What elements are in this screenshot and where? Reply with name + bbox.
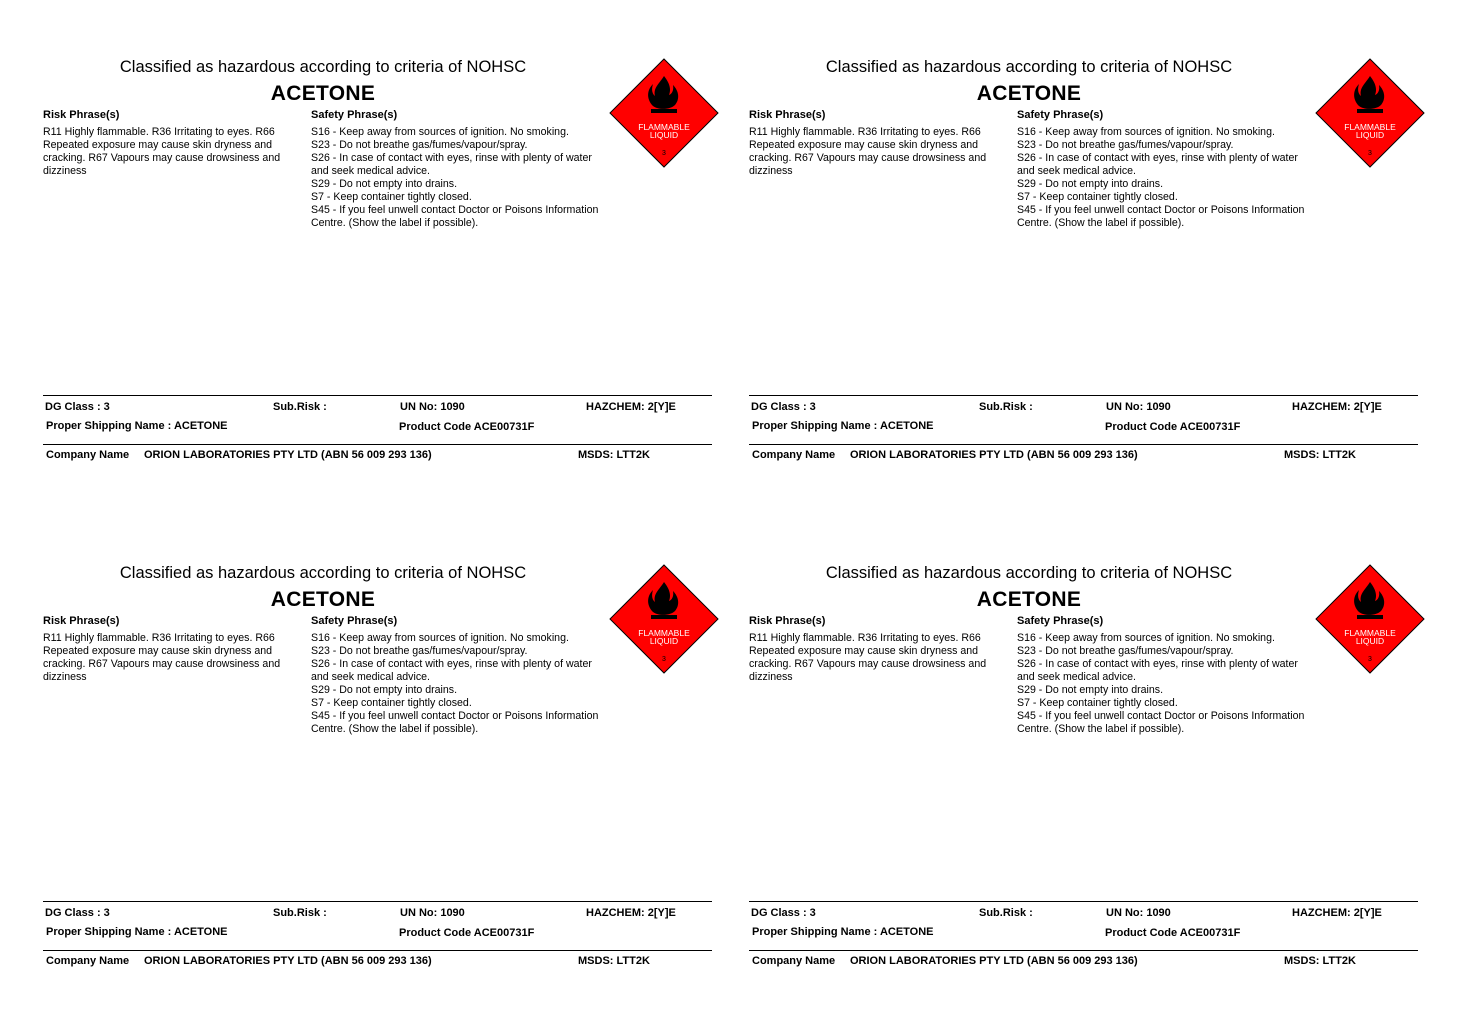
classification-statement: Classified as hazardous according to criteria of NOHSC bbox=[119, 564, 527, 582]
product-code: Product Code ACE00731F bbox=[1105, 927, 1241, 939]
product-title: ACETONE bbox=[976, 82, 1082, 105]
placard-text-line1: FLAMMABLE bbox=[1344, 628, 1396, 638]
divider-rule bbox=[43, 950, 712, 951]
product-code: Product Code ACE00731F bbox=[399, 927, 535, 939]
msds-code: MSDS: LTT2K bbox=[578, 449, 650, 461]
hazard-label-top-right bbox=[749, 8, 1439, 468]
divider-rule bbox=[749, 901, 1418, 902]
hazard-label-bottom-right bbox=[749, 514, 1439, 974]
placard-class-number: 3 bbox=[1368, 150, 1372, 157]
sub-risk: Sub.Risk : bbox=[979, 401, 1033, 413]
msds-code: MSDS: LTT2K bbox=[1284, 449, 1356, 461]
safety-phrase: S45 - If you feel unwell contact Doctor or Poisons Information Centre. (Show the label if possible). bbox=[1017, 710, 1305, 735]
risk-phrases-heading: Risk Phrase(s) bbox=[43, 615, 120, 627]
safety-phrase: S23 - Do not breathe gas/fumes/vapour/spray. bbox=[311, 645, 528, 657]
dg-class: DG Class : 3 bbox=[45, 401, 110, 413]
msds-code: MSDS: LTT2K bbox=[578, 955, 650, 967]
safety-phrase: S16 - Keep away from sources of ignition. No smoking. bbox=[1017, 632, 1275, 644]
safety-phrases-list bbox=[1017, 126, 1307, 230]
safety-phrase: S23 - Do not breathe gas/fumes/vapour/spray. bbox=[311, 139, 528, 151]
safety-phrase: S7 - Keep container tightly closed. bbox=[1017, 191, 1178, 203]
safety-phrase: S29 - Do not empty into drains. bbox=[311, 684, 458, 696]
product-code: Product Code ACE00731F bbox=[1105, 421, 1241, 433]
sub-risk: Sub.Risk : bbox=[979, 907, 1033, 919]
placard-text-line2: LIQUID bbox=[1355, 130, 1385, 140]
divider-rule bbox=[749, 444, 1418, 445]
company-name: ORION LABORATORIES PTY LTD (ABN 56 009 293 136) bbox=[850, 955, 1138, 967]
hazchem-code: HAZCHEM: 2[Y]E bbox=[586, 401, 676, 413]
safety-phrase: S45 - If you feel unwell contact Doctor or Poisons Information Centre. (Show the label if possible). bbox=[1017, 204, 1305, 229]
safety-phrases-list bbox=[311, 632, 601, 736]
placard-text-line1: FLAMMABLE bbox=[638, 628, 690, 638]
proper-shipping-name: Proper Shipping Name : ACETONE bbox=[752, 420, 934, 432]
safety-phrase: S45 - If you feel unwell contact Doctor or Poisons Information Centre. (Show the label if possible). bbox=[311, 204, 599, 229]
safety-phrases-list bbox=[311, 126, 601, 230]
risk-phrases-text: R11 Highly flammable. R36 Irritating to eyes. R66 Repeated exposure may cause skin dryness and cracking. R67 Vapours may cause drowsiness and dizziness bbox=[749, 126, 987, 177]
safety-phrase: S29 - Do not empty into drains. bbox=[1017, 178, 1164, 190]
un-number: UN No: 1090 bbox=[400, 401, 465, 413]
risk-phrases-text: R11 Highly flammable. R36 Irritating to eyes. R66 Repeated exposure may cause skin dryness and cracking. R67 Vapours may cause drowsiness and dizziness bbox=[749, 632, 987, 683]
placard-class-number: 3 bbox=[662, 150, 666, 157]
safety-phrases-heading: Safety Phrase(s) bbox=[311, 109, 398, 121]
safety-phrase: S29 - Do not empty into drains. bbox=[311, 178, 458, 190]
safety-phrases-heading: Safety Phrase(s) bbox=[1017, 109, 1104, 121]
placard-text-line2: LIQUID bbox=[1355, 636, 1385, 646]
divider-rule bbox=[749, 950, 1418, 951]
hazchem-code: HAZCHEM: 2[Y]E bbox=[586, 907, 676, 919]
hazchem-code: HAZCHEM: 2[Y]E bbox=[1292, 401, 1382, 413]
company-name-label: Company Name bbox=[752, 955, 836, 967]
company-name-label: Company Name bbox=[752, 449, 836, 461]
hazchem-code: HAZCHEM: 2[Y]E bbox=[1292, 907, 1382, 919]
placard-class-number: 3 bbox=[662, 656, 666, 663]
safety-phrase: S26 - In case of contact with eyes, rinse with plenty of water and seek medical advice. bbox=[1017, 152, 1298, 177]
company-name: ORION LABORATORIES PTY LTD (ABN 56 009 293 136) bbox=[144, 955, 432, 967]
safety-phrase: S26 - In case of contact with eyes, rinse with plenty of water and seek medical advice. bbox=[311, 658, 592, 683]
company-name: ORION LABORATORIES PTY LTD (ABN 56 009 293 136) bbox=[144, 449, 432, 461]
classification-statement: Classified as hazardous according to criteria of NOHSC bbox=[825, 564, 1233, 582]
company-name-label: Company Name bbox=[46, 955, 130, 967]
divider-rule bbox=[43, 901, 712, 902]
msds-code: MSDS: LTT2K bbox=[1284, 955, 1356, 967]
flammable-liquid-placard bbox=[1315, 564, 1425, 674]
safety-phrase: S26 - In case of contact with eyes, rinse with plenty of water and seek medical advice. bbox=[311, 152, 592, 177]
safety-phrase: S16 - Keep away from sources of ignition. No smoking. bbox=[1017, 126, 1275, 138]
hazard-label-top-left bbox=[43, 8, 733, 468]
product-title: ACETONE bbox=[270, 588, 376, 611]
company-name: ORION LABORATORIES PTY LTD (ABN 56 009 293 136) bbox=[850, 449, 1138, 461]
product-title: ACETONE bbox=[976, 588, 1082, 611]
product-title: ACETONE bbox=[270, 82, 376, 105]
dg-class: DG Class : 3 bbox=[751, 907, 816, 919]
classification-statement: Classified as hazardous according to criteria of NOHSC bbox=[825, 58, 1233, 76]
safety-phrase: S7 - Keep container tightly closed. bbox=[1017, 697, 1178, 709]
company-name-label: Company Name bbox=[46, 449, 130, 461]
placard-text-line2: LIQUID bbox=[649, 130, 679, 140]
divider-rule bbox=[749, 395, 1418, 396]
sub-risk: Sub.Risk : bbox=[273, 401, 327, 413]
proper-shipping-name: Proper Shipping Name : ACETONE bbox=[46, 420, 228, 432]
safety-phrase: S16 - Keep away from sources of ignition. No smoking. bbox=[311, 126, 569, 138]
safety-phrases-list bbox=[1017, 632, 1307, 736]
safety-phrase: S45 - If you feel unwell contact Doctor or Poisons Information Centre. (Show the label if possible). bbox=[311, 710, 599, 735]
divider-rule bbox=[43, 395, 712, 396]
un-number: UN No: 1090 bbox=[400, 907, 465, 919]
placard-text-line1: FLAMMABLE bbox=[1344, 122, 1396, 132]
proper-shipping-name: Proper Shipping Name : ACETONE bbox=[752, 926, 934, 938]
placard-class-number: 3 bbox=[1368, 656, 1372, 663]
dg-class: DG Class : 3 bbox=[751, 401, 816, 413]
dg-class: DG Class : 3 bbox=[45, 907, 110, 919]
safety-phrase: S23 - Do not breathe gas/fumes/vapour/spray. bbox=[1017, 645, 1234, 657]
placard-text-line2: LIQUID bbox=[649, 636, 679, 646]
proper-shipping-name: Proper Shipping Name : ACETONE bbox=[46, 926, 228, 938]
safety-phrase: S7 - Keep container tightly closed. bbox=[311, 191, 472, 203]
un-number: UN No: 1090 bbox=[1106, 907, 1171, 919]
flammable-liquid-placard bbox=[609, 58, 719, 168]
hazard-label-bottom-left bbox=[43, 514, 733, 974]
product-code: Product Code ACE00731F bbox=[399, 421, 535, 433]
safety-phrase: S23 - Do not breathe gas/fumes/vapour/spray. bbox=[1017, 139, 1234, 151]
risk-phrases-text: R11 Highly flammable. R36 Irritating to eyes. R66 Repeated exposure may cause skin dryness and cracking. R67 Vapours may cause drowsiness and dizziness bbox=[43, 126, 281, 177]
flammable-liquid-placard bbox=[609, 564, 719, 674]
risk-phrases-heading: Risk Phrase(s) bbox=[749, 109, 826, 121]
safety-phrase: S29 - Do not empty into drains. bbox=[1017, 684, 1164, 696]
safety-phrases-heading: Safety Phrase(s) bbox=[311, 615, 398, 627]
risk-phrases-heading: Risk Phrase(s) bbox=[749, 615, 826, 627]
safety-phrase: S7 - Keep container tightly closed. bbox=[311, 697, 472, 709]
risk-phrases-heading: Risk Phrase(s) bbox=[43, 109, 120, 121]
classification-statement: Classified as hazardous according to criteria of NOHSC bbox=[119, 58, 527, 76]
risk-phrases-text: R11 Highly flammable. R36 Irritating to eyes. R66 Repeated exposure may cause skin dryness and cracking. R67 Vapours may cause drowsiness and dizziness bbox=[43, 632, 281, 683]
sub-risk: Sub.Risk : bbox=[273, 907, 327, 919]
flammable-liquid-placard bbox=[1315, 58, 1425, 168]
placard-text-line1: FLAMMABLE bbox=[638, 122, 690, 132]
safety-phrase: S16 - Keep away from sources of ignition. No smoking. bbox=[311, 632, 569, 644]
safety-phrase: S26 - In case of contact with eyes, rinse with plenty of water and seek medical advice. bbox=[1017, 658, 1298, 683]
un-number: UN No: 1090 bbox=[1106, 401, 1171, 413]
divider-rule bbox=[43, 444, 712, 445]
safety-phrases-heading: Safety Phrase(s) bbox=[1017, 615, 1104, 627]
